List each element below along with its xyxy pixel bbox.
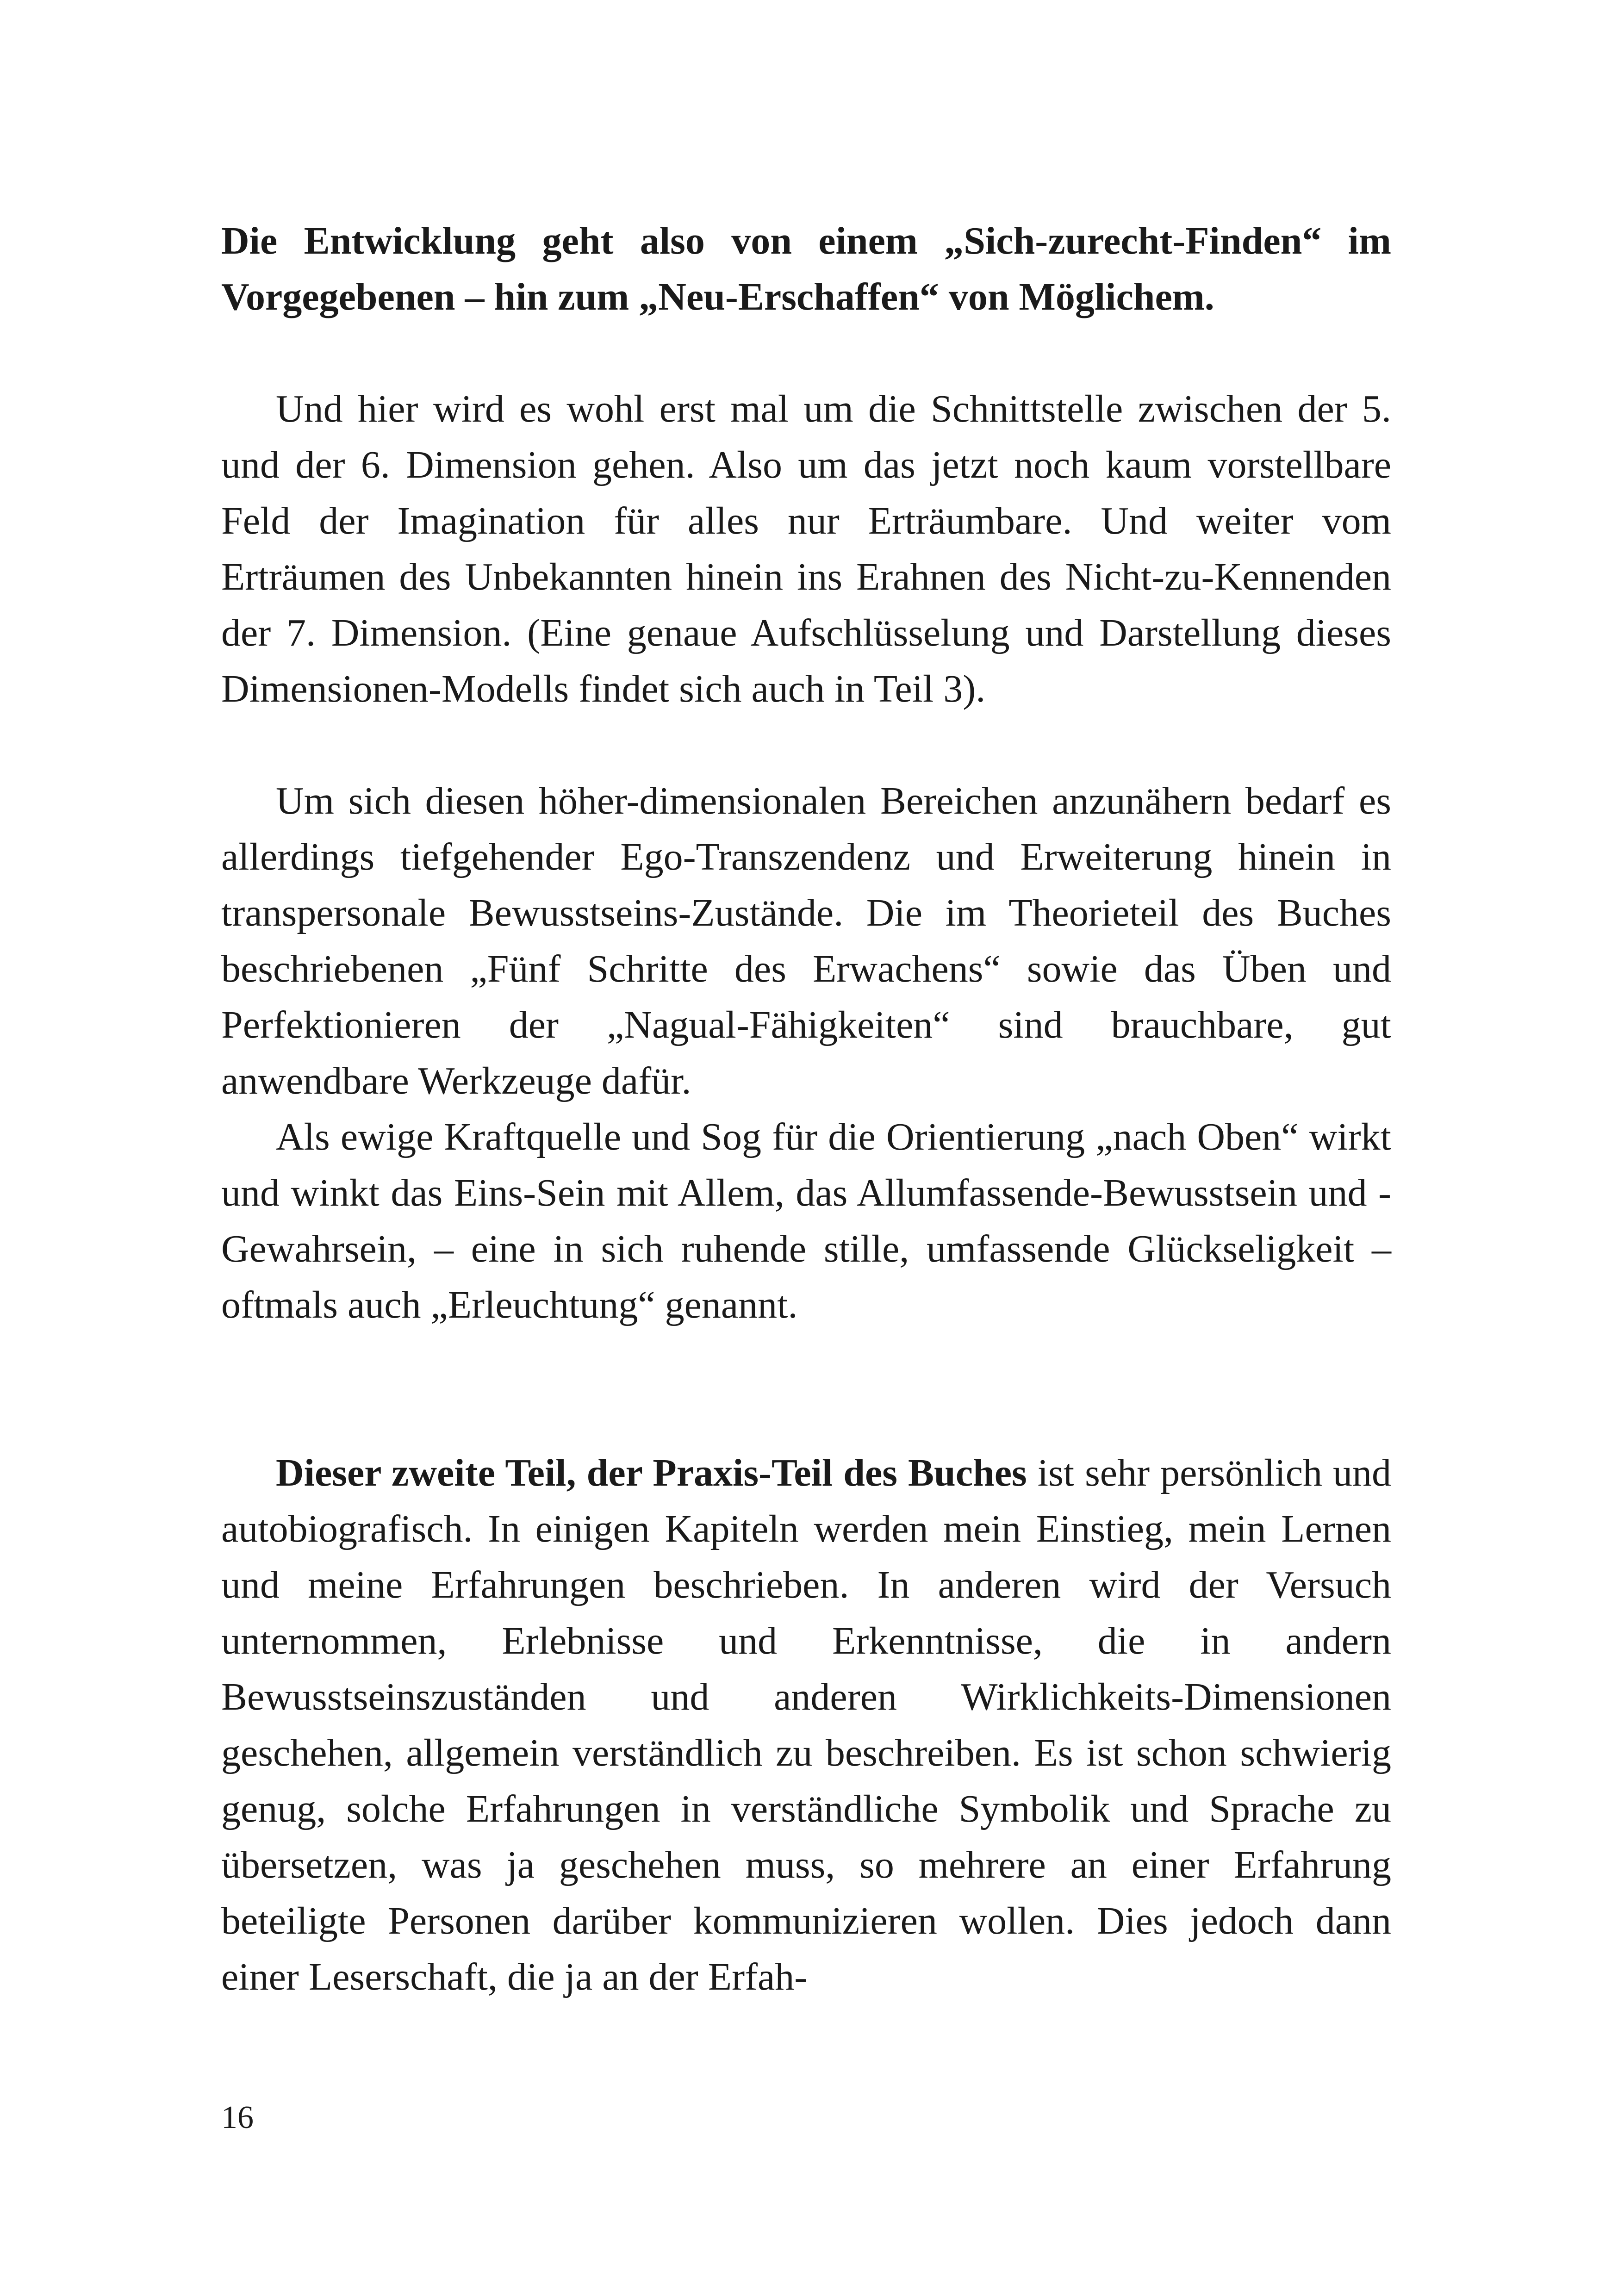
paragraph-text: Als ewige Kraftquelle und Sog für die Orientierung „nach Oben“ wirkt und winkt das Eins-Sein mit Allem, das Allumfassende-Bewusstsein und -Gewahrsein, – eine in sich ruhende stille, umfassende Glückseligkeit – oftmals auch „Erleuchtung“ genannt. xyxy=(221,1115,1391,1326)
paragraph-intro-bold xyxy=(221,213,1391,325)
paragraph-ego-transcendence xyxy=(221,773,1391,1109)
paragraph-text: Und hier wird es wohl erst mal um die Schnittstelle zwischen der 5. und der 6. Dimension gehen. Also um das jetzt noch kaum vorstellbare Feld der Imagination für alles nur Erträumbare. Und weiter vom Erträumen des Unbekannten hinein ins Erahnen des Nicht-zu-Kennenden der 7. Dimension. (Eine genaue Aufschlüsselung und Darstellung dieses Dimensionen-Modells findet sich auch in Teil 3). xyxy=(221,387,1391,710)
paragraph-practice-part xyxy=(221,1445,1391,2005)
paragraph-text: ist sehr persönlich und autobiografisch. In einigen Kapiteln werden mein Einstieg, mein Lernen und meine Erfahrungen beschrieben. In anderen wird der Versuch unternommen, Erlebnisse und Erkenntnisse, die in andern Bewusstseinszuständen und anderen Wirklichkeits-Dimensionen geschehen, allgemein verständlich zu beschreiben. Es ist schon schwierig genug, solche Erfahrungen in verständliche Symbolik und Sprache zu übersetzen, was ja geschehen muss, so mehrere an einer Erfahrung beteiligte Personen darüber kommunizieren wollen. Dies jedoch dann einer Leserschaft, die ja an der Erfah- xyxy=(221,1451,1391,1998)
paragraph-bold-lead: Die Entwicklung geht also von einem „Sich-zurecht-Finden“ im Vorgegebenen – hin zum „Neu-Erschaffen“ von Möglichem. xyxy=(221,219,1391,318)
paragraph-enlightenment xyxy=(221,1109,1391,1333)
paragraph-text: Um sich diesen höher-dimensionalen Bereichen anzunähern bedarf es allerdings tiefgehender Ego-Transzendenz und Erweiterung hinein in transpersonale Bewusstseins-Zustände. Die im Theorieteil des Buches beschriebenen „Fünf Schritte des Erwachens“ sowie das Üben und Perfektionieren der „Nagual-Fähigkeiten“ sind brauchbare, gut anwendbare Werkzeuge dafür. xyxy=(221,779,1391,1102)
page-body xyxy=(221,213,1391,2005)
paragraph-dimensions xyxy=(221,381,1391,717)
paragraph-bold-lead: Dieser zweite Teil, der Praxis-Teil des Buches xyxy=(276,1451,1027,1494)
page-number: 16 xyxy=(221,2100,254,2135)
